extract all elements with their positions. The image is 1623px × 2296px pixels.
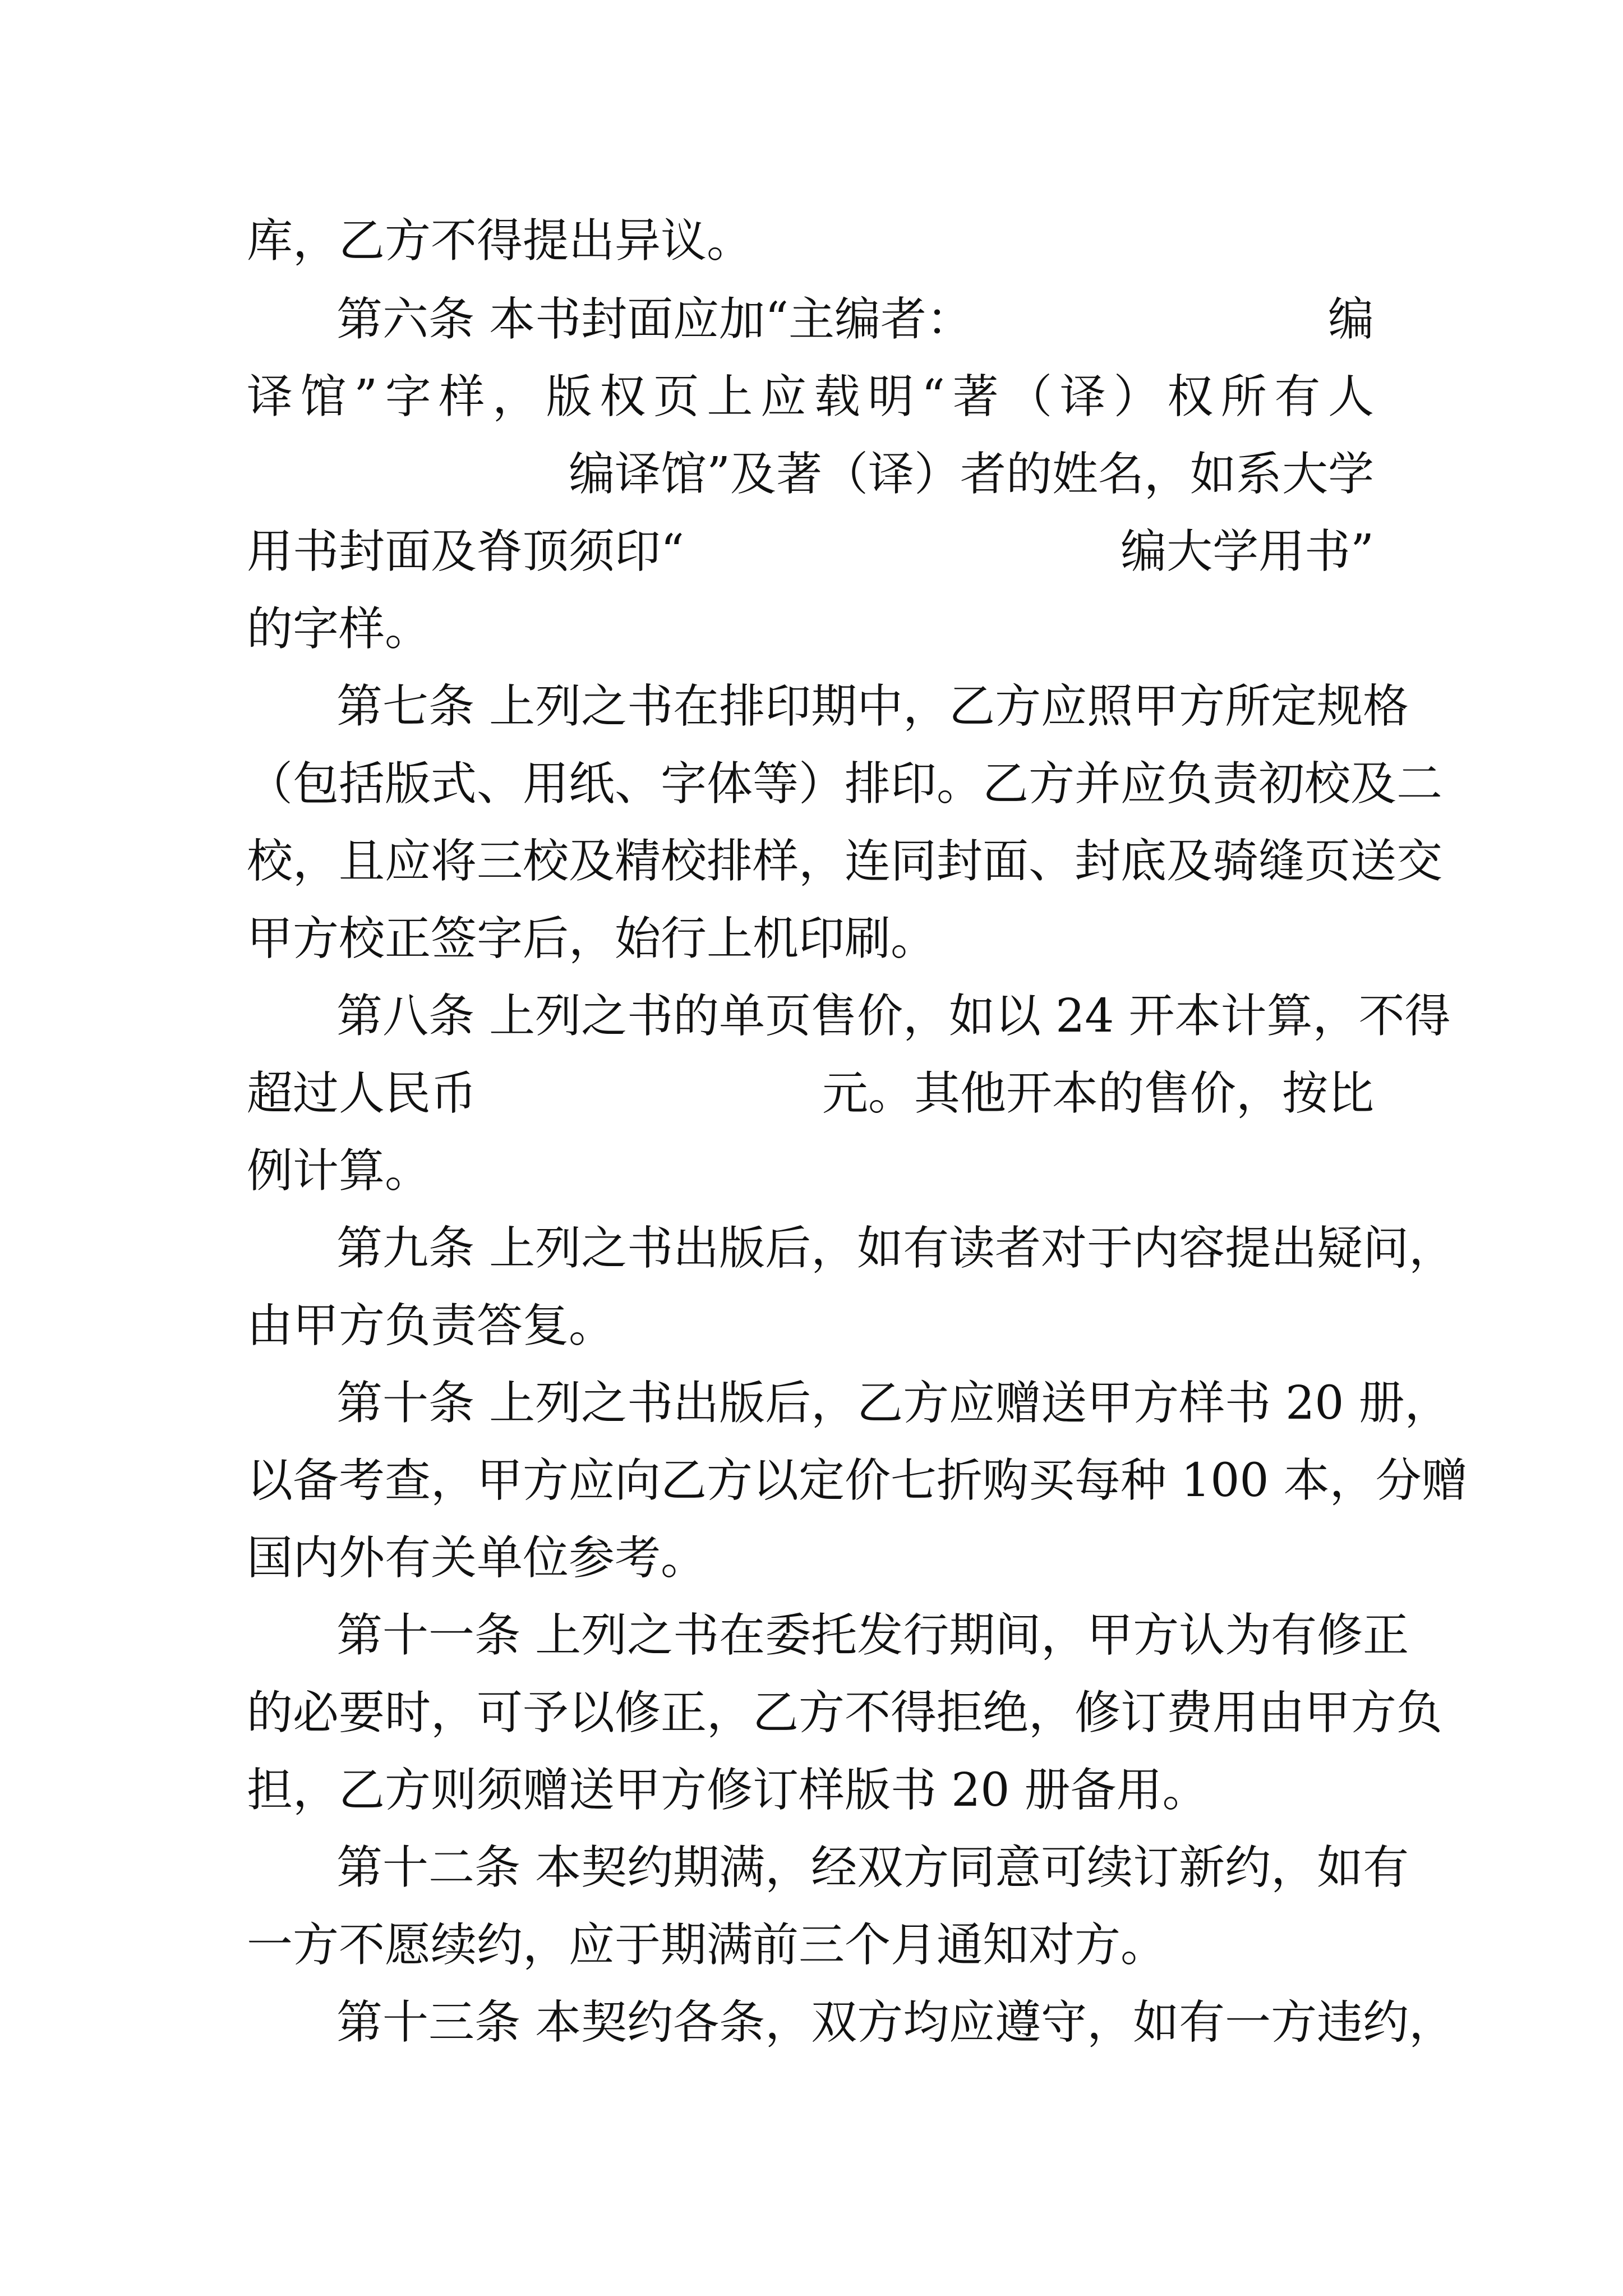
text-line-article-12: 第十二条 本契约期满，经双方同意可续订新约，如有 xyxy=(336,1841,1409,1894)
text-line-4 xyxy=(247,441,1374,508)
text-line-article-13: 第十三条 本契约各条，双方均应遵守，如有一方违约， xyxy=(336,1996,1455,2049)
text-line-1 xyxy=(247,208,1374,275)
text-line-article-10: 第十条 上列之书出版后，乙方应赠送甲方样书 20 册， xyxy=(336,1377,1451,1430)
text-segment: 的字样。 xyxy=(247,602,431,656)
text-segment: 编译馆”及著（译）者的姓名，如系大学 xyxy=(569,448,1374,501)
text-line-13: 例计算。 xyxy=(247,1144,431,1198)
text-segment: 超过人民币 xyxy=(247,1067,477,1120)
text-line-5 xyxy=(247,518,1374,586)
text-segment: 用书封面及脊顶须印“ xyxy=(247,525,684,578)
text-line-article-11: 第十一条 上列之书在委托发行期间，甲方认为有修正 xyxy=(336,1609,1409,1662)
text-line-20: 的必要时，可予以修正，乙方不得拒绝，修订费用由甲方负 xyxy=(247,1686,1443,1740)
text-segment: 元。其他开本的售价，按比 xyxy=(822,1067,1374,1120)
text-line-3: 译馆”字样，版权页上应载明“著（译）权所有人 xyxy=(247,370,1374,424)
text-line-article-7: 第七条 上列之书在排印期中，乙方应照甲方所定规格 xyxy=(336,680,1409,733)
text-line-10: 甲方校正签字后，始行上机印刷。 xyxy=(247,912,937,965)
text-segment: 库，乙方不得提出异议。 xyxy=(247,214,753,268)
text-line-18: 国内外有关单位参考。 xyxy=(247,1531,707,1585)
text-segment: 编大学用书” xyxy=(1121,525,1374,578)
text-line-23: 一方不愿续约，应于期满前三个月通知对方。 xyxy=(247,1918,1167,1972)
text-line-article-6 xyxy=(336,286,1374,353)
text-line-15: 由甲方负责答复。 xyxy=(247,1299,615,1352)
text-line-9: 校，且应将三校及精校排样，连同封面、封底及骑缝页送交 xyxy=(247,835,1443,888)
text-segment: 编 xyxy=(1327,293,1374,346)
text-line-21: 担，乙方则须赠送甲方修订样版书 20 册备用。 xyxy=(247,1764,1209,1817)
text-line-12 xyxy=(247,1060,1374,1128)
text-line-6 xyxy=(247,596,1374,663)
text-line-article-8: 第八条 上列之书的单页售价，如以 24 开本计算，不得 xyxy=(336,990,1451,1043)
text-line-8: （包括版式、用纸、字体等）排印。乙方并应负责初校及二 xyxy=(247,757,1443,811)
text-segment: 第六条 本书封面应加“主编者： xyxy=(336,293,972,346)
text-line-17: 以备考查，甲方应向乙方以定价七折购买每种 100 本，分赠 xyxy=(247,1454,1468,1507)
text-line-article-9: 第九条 上列之书出版后，如有读者对于内容提出疑问， xyxy=(336,1222,1455,1275)
